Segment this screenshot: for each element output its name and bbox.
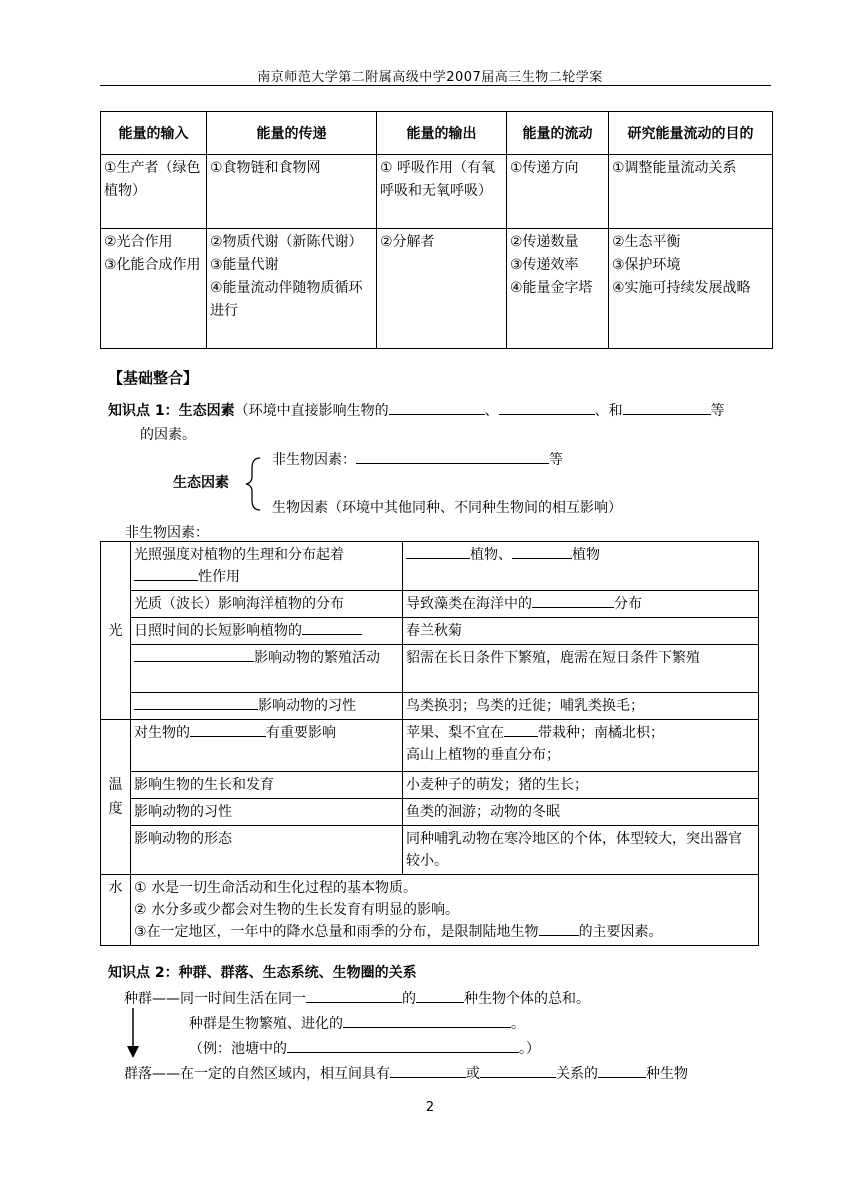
abiotic-end: 等 xyxy=(549,452,563,468)
fill-blank[interactable] xyxy=(302,620,362,635)
cell-text: 高山上植物的垂直分布； xyxy=(406,747,560,763)
factor-label: 生态因素 xyxy=(173,475,229,491)
kp1-line xyxy=(108,400,725,420)
table-cell: ①食物链和食物网 xyxy=(207,155,377,229)
arrow-down-icon xyxy=(126,1008,140,1058)
table-cell xyxy=(507,229,609,349)
cell-line: ②传递数量 xyxy=(510,234,579,250)
col-header: 能量的输出 xyxy=(377,112,507,155)
cell-line: ③保护环境 xyxy=(612,257,681,273)
abiotic-label: 非生物因素： xyxy=(272,452,356,468)
fill-blank[interactable] xyxy=(480,1063,556,1078)
kp2-text: 关系的 xyxy=(556,1066,598,1082)
kp1-sep: 、和 xyxy=(594,403,623,419)
cell-line: ③能量代谢 xyxy=(210,257,279,273)
kp2-text: 种生物 xyxy=(646,1066,688,1082)
factor-light: 光 xyxy=(101,542,131,720)
cell-text: 性作用 xyxy=(198,569,240,585)
table-cell xyxy=(403,720,759,772)
population-line xyxy=(124,988,590,1008)
cell-text: 光照强度对植物的生理和分布起着 xyxy=(134,547,344,563)
page-header: 南京师范大学第二附属高级中学2007届高三生物二轮学案 xyxy=(257,70,603,85)
fill-blank[interactable] xyxy=(190,722,266,737)
table-cell xyxy=(377,229,507,349)
cell-text: 植物 xyxy=(572,547,600,563)
kp1-text-end: 的因素。 xyxy=(140,427,196,443)
kp1-title: 生态因素 xyxy=(178,403,235,419)
kp1-label: 知识点 1： xyxy=(108,403,179,419)
kp2-text: 群落——在一定的自然区域内，相互间具有 xyxy=(124,1066,390,1082)
header-rule xyxy=(100,85,771,86)
table-cell xyxy=(131,542,403,591)
kp1-text: （环境中直接影响生物的 xyxy=(234,403,389,419)
fill-blank[interactable] xyxy=(598,1063,646,1078)
abiotic-factor-table xyxy=(100,541,759,946)
kp2-text: 种群是生物繁殖、进化的 xyxy=(189,1016,343,1032)
cell-text: 植物、 xyxy=(470,547,512,563)
cell-text: 苹果、梨不宜在 xyxy=(406,725,504,741)
fill-blank[interactable] xyxy=(134,566,198,581)
fill-blank[interactable] xyxy=(134,695,258,710)
cell-line: ②物质代谢（新陈代谢） xyxy=(210,234,363,250)
abiotic-line xyxy=(272,449,563,469)
fill-blank[interactable] xyxy=(406,544,470,559)
table-cell: ① 呼吸作用（有氧呼吸和无氧呼吸） xyxy=(377,155,507,229)
community-line xyxy=(124,1063,688,1083)
fill-blank[interactable] xyxy=(504,722,538,737)
fill-blank[interactable] xyxy=(532,593,614,608)
brace-icon xyxy=(244,456,264,512)
cell-text: 对生物的 xyxy=(134,725,190,741)
biotic-line: 生物因素（环境中其他同种、不同种生物间的相互影响） xyxy=(272,500,622,516)
fill-blank[interactable] xyxy=(416,988,464,1003)
factor-temperature xyxy=(101,720,131,875)
cell-text: 带栽种；南橘北枳； xyxy=(538,725,664,741)
fill-blank[interactable] xyxy=(539,921,579,936)
table-cell xyxy=(131,720,403,772)
kp2-title: 知识点 2：种群、群落、生态系统、生物圈的关系 xyxy=(108,965,417,981)
table-cell: ①生产者（绿色植物） xyxy=(101,155,207,229)
table-cell: ①调整能量流动关系 xyxy=(609,155,773,229)
table-cell xyxy=(609,229,773,349)
cell-line: ②分解者 xyxy=(380,234,435,250)
cell-line: ④能量金字塔 xyxy=(510,280,593,296)
population-line-2 xyxy=(189,1013,525,1033)
factor-water: 水 xyxy=(101,875,131,946)
col-header: 研究能量流动的目的 xyxy=(609,112,773,155)
table-cell: 春兰秋菊 xyxy=(403,618,759,645)
cell-line: ③传递效率 xyxy=(510,257,579,273)
section-title: 【基础整合】 xyxy=(108,369,199,387)
population-line-3 xyxy=(189,1038,540,1058)
cell-text: 影响动物的习性 xyxy=(258,698,356,714)
table-cell xyxy=(403,542,759,591)
table-cell: ①传递方向 xyxy=(507,155,609,229)
table-cell xyxy=(403,591,759,618)
kp2-text: 种群——同一时间生活在同一 xyxy=(124,991,306,1007)
cell-text: 分布 xyxy=(614,596,642,612)
page-number: 2 xyxy=(425,1100,435,1115)
table-cell: 同种哺乳动物在寒冷地区的个体，体型较大，突出器官较小。 xyxy=(403,826,759,875)
fill-blank[interactable] xyxy=(512,544,572,559)
kp1-sep: 、 xyxy=(484,403,499,419)
table-cell: 影响动物的形态 xyxy=(131,826,403,875)
cell-text: 日照时间的长短影响植物的 xyxy=(134,623,302,639)
cell-line: ② 水分多或少都会对生物的生长发育有明显的影响。 xyxy=(134,902,459,918)
kp2-text: 或 xyxy=(466,1066,480,1082)
col-header: 能量的传递 xyxy=(207,112,377,155)
kp2-text: 种生物个体的总和。 xyxy=(464,991,590,1007)
fill-blank[interactable] xyxy=(499,400,595,415)
fill-blank[interactable] xyxy=(343,1013,511,1028)
factor-label: 温度 xyxy=(108,777,123,817)
fill-blank[interactable] xyxy=(356,449,549,464)
kp2-text: 的 xyxy=(402,991,416,1007)
cell-text: 有重要影响 xyxy=(266,725,336,741)
fill-blank[interactable] xyxy=(623,400,711,415)
table-cell xyxy=(131,618,403,645)
cell-text: 影响动物的繁殖活动 xyxy=(254,650,380,666)
kp2-text: （例：池塘中的 xyxy=(189,1041,287,1057)
kp1-text: 等 xyxy=(710,403,725,419)
table-cell xyxy=(131,875,759,946)
cell-line: ④实施可持续发展战略 xyxy=(612,280,751,296)
kp2-text: 。 xyxy=(511,1016,525,1032)
table-cell: 貂需在长日条件下繁殖，鹿需在短日条件下繁殖 xyxy=(403,645,759,693)
cell-line: ③化能合成作用 xyxy=(104,257,201,273)
fill-blank[interactable] xyxy=(287,1038,519,1053)
cell-text: 的主要因素。 xyxy=(578,924,663,940)
cell-line: ① 水是一切生命活动和生化过程的基本物质。 xyxy=(134,880,417,896)
table-cell xyxy=(131,693,403,720)
table-cell xyxy=(131,645,403,693)
energy-flow-table xyxy=(100,111,773,349)
table-cell: 鱼类的洄游；动物的冬眠 xyxy=(403,799,759,826)
fill-blank[interactable] xyxy=(134,647,254,662)
cell-text: ③在一定地区，一年中的降水总量和雨季的分布，是限制陆地生物 xyxy=(134,924,539,940)
cell-line: ④能量流动伴随物质循环进行 xyxy=(210,280,363,319)
table-cell: 影响生物的生长和发育 xyxy=(131,772,403,799)
table-cell xyxy=(207,229,377,349)
cell-line: ②光合作用 xyxy=(104,234,173,250)
fill-blank[interactable] xyxy=(306,988,402,1003)
kp2-text: 。） xyxy=(519,1041,540,1057)
table-cell xyxy=(101,229,207,349)
cell-line: ②生态平衡 xyxy=(612,234,681,250)
fill-blank[interactable] xyxy=(390,1063,466,1078)
cell-text: 导致藻类在海洋中的 xyxy=(406,596,532,612)
col-header: 能量的流动 xyxy=(507,112,609,155)
table-cell: 小麦种子的萌发；猪的生长； xyxy=(403,772,759,799)
fill-blank[interactable] xyxy=(389,400,485,415)
table-intro: 非生物因素： xyxy=(125,525,209,541)
table-cell: 影响动物的习性 xyxy=(131,799,403,826)
col-header: 能量的输入 xyxy=(101,112,207,155)
table-cell: 鸟类换羽；鸟类的迁徙；哺乳类换毛； xyxy=(403,693,759,720)
table-cell: 光质（波长）影响海洋植物的分布 xyxy=(131,591,403,618)
